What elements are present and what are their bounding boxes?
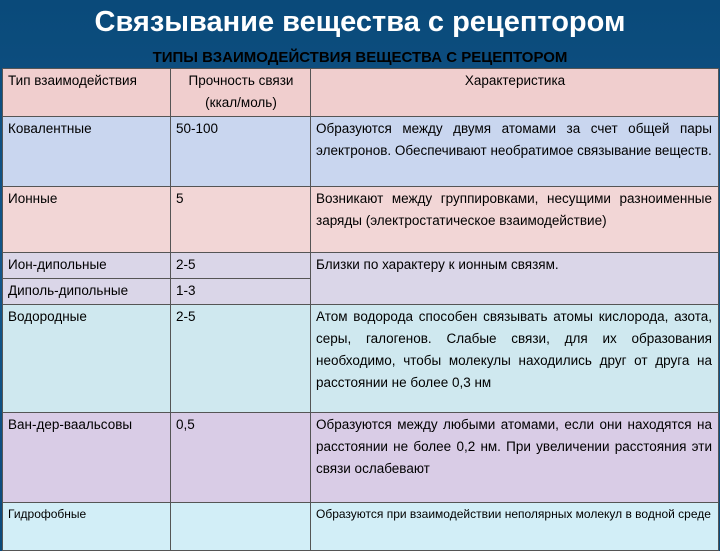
cell-strength: 0,5 [171, 413, 311, 503]
cell-characteristic: Образуются при взаимодействии неполярных молекул в водной среде [311, 503, 719, 551]
cell-type: Ковалентные [3, 117, 171, 187]
header-type: Тип взаимодействия [3, 69, 171, 117]
cell-strength: 1-3 [171, 279, 311, 305]
header-strength-line1: Прочность связи [188, 73, 294, 88]
header-strength [171, 69, 311, 117]
cell-characteristic: Атом водорода способен связывать атомы кислорода, азота, серы, галогенов. Слабые связи, для их образования необходимо, чтобы молекулы находились друг от друга на расстоянии не более 0,3 нм [311, 305, 719, 413]
cell-type: Гидрофобные [3, 503, 171, 551]
header-strength-line2: (ккал/моль) [205, 95, 277, 110]
cell-type: Водородные [3, 305, 171, 413]
cell-strength: 5 [171, 187, 311, 253]
cell-characteristic: Близки по характеру к ионным связям. [311, 253, 719, 305]
table-row-hydrogen [3, 305, 719, 413]
cell-strength: 2-5 [171, 253, 311, 279]
table-row-ion-dipole [3, 253, 719, 279]
cell-type: Ван-дер-ваальсовы [3, 413, 171, 503]
cell-strength: 2-5 [171, 305, 311, 413]
slide-title: Связывание вещества с рецептором [94, 6, 626, 38]
interaction-types-table [2, 68, 719, 551]
cell-strength [171, 503, 311, 551]
table-row-hydrophobic [3, 503, 719, 551]
table-title: ТИПЫ ВЗАИМОДЕЙСТВИЯ ВЕЩЕСТВА С РЕЦЕПТОРОМ [152, 49, 568, 66]
table-header-row [3, 69, 719, 117]
cell-type: Ион-дипольные [3, 253, 171, 279]
cell-characteristic: Возникают между группировками, несущими разноименные заряды (электростатическое взаимодействие) [311, 187, 719, 253]
cell-characteristic: Образуются между двумя атомами за счет общей пары электронов. Обеспечивают необратимое связывание веществ. [311, 117, 719, 187]
header-characteristic: Характеристика [311, 69, 719, 117]
table-row-van-der-waals [3, 413, 719, 503]
cell-characteristic: Образуются между любыми атомами, если они находятся на расстоянии не более 0,2 нм. При увеличении расстояния эти связи ослабевают [311, 413, 719, 503]
table-row-ionic [3, 187, 719, 253]
cell-type: Диполь-дипольные [3, 279, 171, 305]
table-row-covalent [3, 117, 719, 187]
cell-type: Ионные [3, 187, 171, 253]
cell-strength: 50-100 [171, 117, 311, 187]
